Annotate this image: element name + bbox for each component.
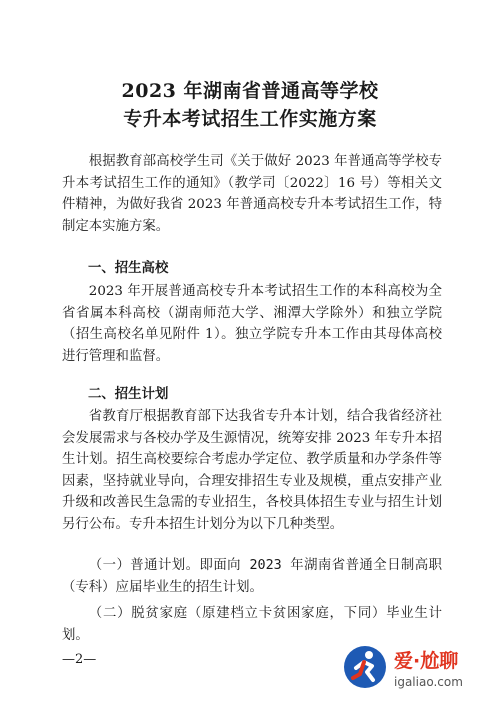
section1-body: 2023 年开展普通高校专升本考试招生工作的本科高校为全省省属本科高校（湖南师范大学、湘潭大学除外）和独立学院（招生高校名单见附件 1）。独立学院专升本工作由其母体高校进行管理和监督。: [62, 284, 442, 364]
plan-item-2: （二）脱贫家庭（原建档立卡贫困家庭，下同）毕业生计划。: [62, 606, 442, 643]
section2-body: 省教育厅根据教育部下达我省专升本计划，结合我省经济社会发展需求与各校办学及生源情况，统筹安排 2023 年专升本招生计划。招生高校要综合考虑办学定位、教学质量和办学条件等因素，坚持就业导向，合理安排招生专业及规模，重点安排产业升级和改善民生急需的专业招生，各校具体招生专业与招生计划另行公布。专升本招生计划分为以下几种类型。: [62, 409, 442, 532]
plan-item-1: （一）普通计划。即面向 2023 年湖南省普通全日制高职（专科）应届毕业生的招生计划。: [62, 558, 442, 595]
site-watermark: [342, 636, 492, 698]
section1-heading: 一、招生高校: [88, 260, 169, 276]
document-title-line2: 专升本考试招生工作实施方案: [123, 108, 377, 130]
watermark-url: igaliao.com: [394, 674, 463, 689]
document-title-line1: 2023 年湖南省普通高等学校: [121, 80, 379, 102]
intro-paragraph: 根据教育部高校学生司《关于做好 2023 年普通高等学校专升本考试招生工作的通知》（教学司〔2022〕16 号）等相关文件精神，为做好我省 2023 年普通高校专升本考试招生工作，特制定本实施方案。: [62, 154, 442, 234]
watermark-name: 爱·尬聊: [394, 649, 459, 672]
runner-logo-icon: [342, 644, 388, 690]
page-number: —2—: [62, 652, 97, 667]
section2-heading: 二、招生计划: [88, 386, 169, 402]
